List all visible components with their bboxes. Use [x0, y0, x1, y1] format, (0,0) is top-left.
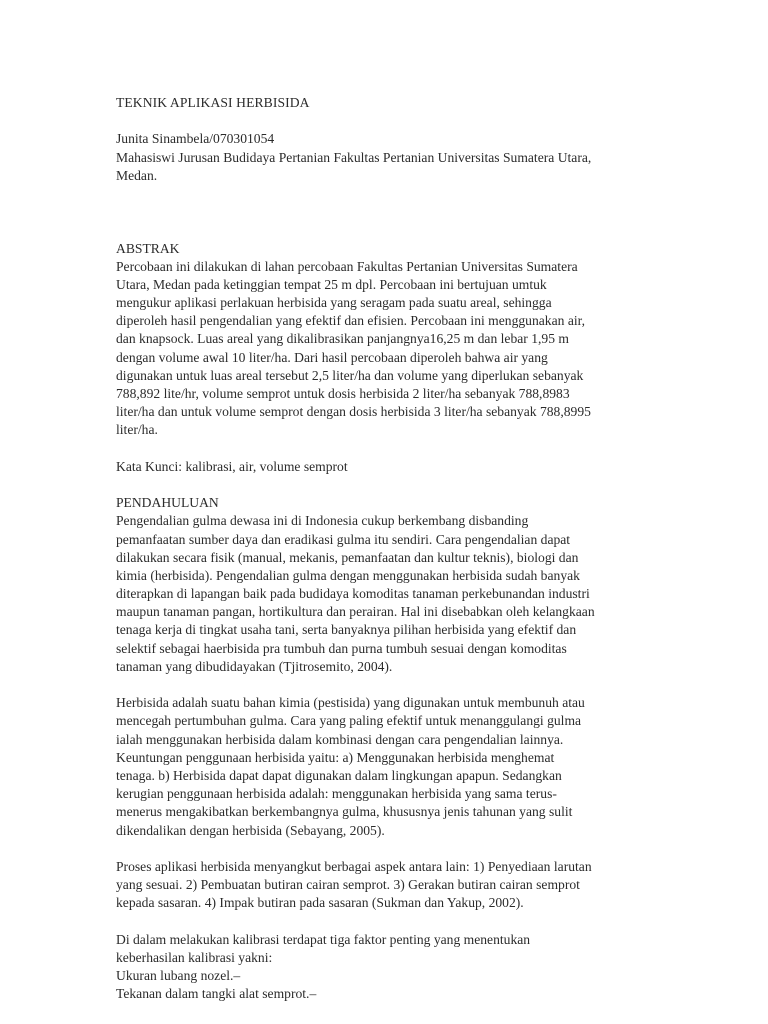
- paragraph-line: Pengendalian gulma dewasa ini di Indonesia cukup berkembang disbanding: [116, 513, 529, 529]
- paragraph-line: maupun tanaman pangan, hortikultura dan perairan. Hal ini disebabkan oleh kelangkaan: [116, 604, 595, 620]
- paragraph-line: Keuntungan penggunaan herbisida yaitu: a) Menggunakan herbisida menghemat: [116, 749, 555, 765]
- paragraph-line: Di dalam melakukan kalibrasi terdapat tiga faktor penting yang menentukan: [116, 931, 531, 947]
- abstract-line: 788,892 lite/hr, volume semprot untuk dosis herbisida 2 liter/ha sebanyak 788,8983: [116, 386, 570, 402]
- abstract-line: mengukur aplikasi perlakuan herbisida yang seragam pada suatu areal, sehingga: [116, 295, 552, 311]
- paragraph-line: kimia (herbisida). Pengendalian gulma dengan menggunakan herbisida sudah banyak: [116, 567, 580, 583]
- paragraph-line: kepada sasaran. 4) Impak butiran pada sasaran (Sukman dan Yakup, 2002).: [116, 895, 524, 911]
- paragraph-line: yang sesuai. 2) Pembuatan butiran cairan semprot. 3) Gerakan butiran cairan semprot: [116, 877, 580, 893]
- abstract-body: [116, 258, 728, 440]
- spacer: [116, 476, 728, 494]
- abstract-heading: ABSTRAK: [116, 240, 180, 256]
- spacer: [116, 112, 728, 130]
- spacer: [116, 840, 728, 858]
- abstract-line: liter/ha.: [116, 422, 158, 438]
- spacer: [116, 185, 728, 240]
- abstract-line: dengan volume awal 10 liter/ha. Dari hasil percobaan diperoleh bahwa air yang: [116, 349, 548, 365]
- author-line: Junita Sinambela/070301054: [116, 131, 275, 147]
- paragraph-line: dikendalikan dengan herbisida (Sebayang, 2005).: [116, 822, 385, 838]
- introduction-paragraph-3: [116, 858, 728, 913]
- paragraph-line: ialah menggunakan herbisida dalam kombinasi dengan cara pengendalian lainnya.: [116, 731, 564, 747]
- paragraph-line: keberhasilan kalibrasi yakni:: [116, 949, 273, 965]
- abstract-line: liter/ha dan untuk volume semprot dengan dosis herbisida 3 liter/ha sebanyak 788,8995: [116, 404, 591, 420]
- paragraph-line: tanaman yang dibudidayakan (Tjitrosemito, 2004).: [116, 658, 393, 674]
- introduction-paragraph-4: [116, 931, 728, 1004]
- paragraph-line: kerugian penggunaan herbisida adalah: menggunakan herbisida yang sama terus-: [116, 786, 557, 802]
- paragraph-line: pemanfaatan sumber daya dan eradikasi gulma itu sendiri. Cara pengendalian dapat: [116, 531, 571, 547]
- paragraph-line: tenaga kerja di tingkat usaha tani, serta banyaknya pilihan herbisida yang efektif dan: [116, 622, 577, 638]
- paragraph-line: mencegah pertumbuhan gulma. Cara yang paling efektif untuk menanggulangi gulma: [116, 713, 582, 729]
- affiliation-line: Medan.: [116, 167, 158, 183]
- abstract-line: diperoleh hasil pengendalian yang efektif dan efisien. Percobaan ini menggunakan air,: [116, 313, 586, 329]
- affiliation-line: Mahasiswi Jurusan Budidaya Pertanian Fakultas Pertanian Universitas Sumatera Utara,: [116, 149, 592, 165]
- document-title: TEKNIK APLIKASI HERBISIDA: [116, 95, 310, 110]
- introduction-paragraph-2: [116, 694, 728, 840]
- abstract-line: Percobaan ini dilakukan di lahan percobaan Fakultas Pertanian Universitas Sumatera: [116, 258, 578, 274]
- spacer: [116, 676, 728, 694]
- affiliation: [116, 149, 728, 185]
- paragraph-line: Herbisida adalah suatu bahan kimia (pestisida) yang digunakan untuk membunuh atau: [116, 695, 585, 711]
- list-item: Tekanan dalam tangki alat semprot.–: [116, 986, 317, 1002]
- paragraph-line: menerus mengakibatkan berkembangnya gulma, khususnya jenis tahunan yang sulit: [116, 804, 573, 820]
- keywords-line: Kata Kunci: kalibrasi, air, volume semprot: [116, 458, 348, 474]
- paragraph-line: Proses aplikasi herbisida menyangkut berbagai aspek antara lain: 1) Penyediaan larutan: [116, 858, 592, 874]
- paragraph-line: dilakukan secara fisik (manual, mekanis, pemanfaatan dan kultur teknis), biologi dan: [116, 549, 579, 565]
- introduction-heading: PENDAHULUAN: [116, 495, 219, 511]
- paragraph-line: diterapkan di lapangan baik pada budidaya komoditas tanaman perkebunandan industri: [116, 586, 590, 602]
- paragraph-line: selektif sebagai haerbisida pra tumbuh dan purna tumbuh sesuai dengan komoditas: [116, 640, 567, 656]
- abstract-line: digunakan untuk luas areal tersebut 2,5 liter/ha dan volume yang diperlukan sebanyak: [116, 367, 584, 383]
- introduction-paragraph-1: [116, 512, 728, 676]
- abstract-line: Utara, Medan pada ketinggian tempat 25 m dpl. Percobaan ini bertujuan umtuk: [116, 276, 547, 292]
- abstract-line: dan knapsock. Luas areal yang dikalibrasikan panjangnya16,25 m dan lebar 1,95 m: [116, 331, 569, 347]
- spacer: [116, 440, 728, 458]
- list-item: Ukuran lubang nozel.–: [116, 968, 241, 984]
- paragraph-line: tenaga. b) Herbisida dapat dapat digunakan dalam lingkungan apapun. Sedangkan: [116, 767, 562, 783]
- spacer: [116, 912, 728, 930]
